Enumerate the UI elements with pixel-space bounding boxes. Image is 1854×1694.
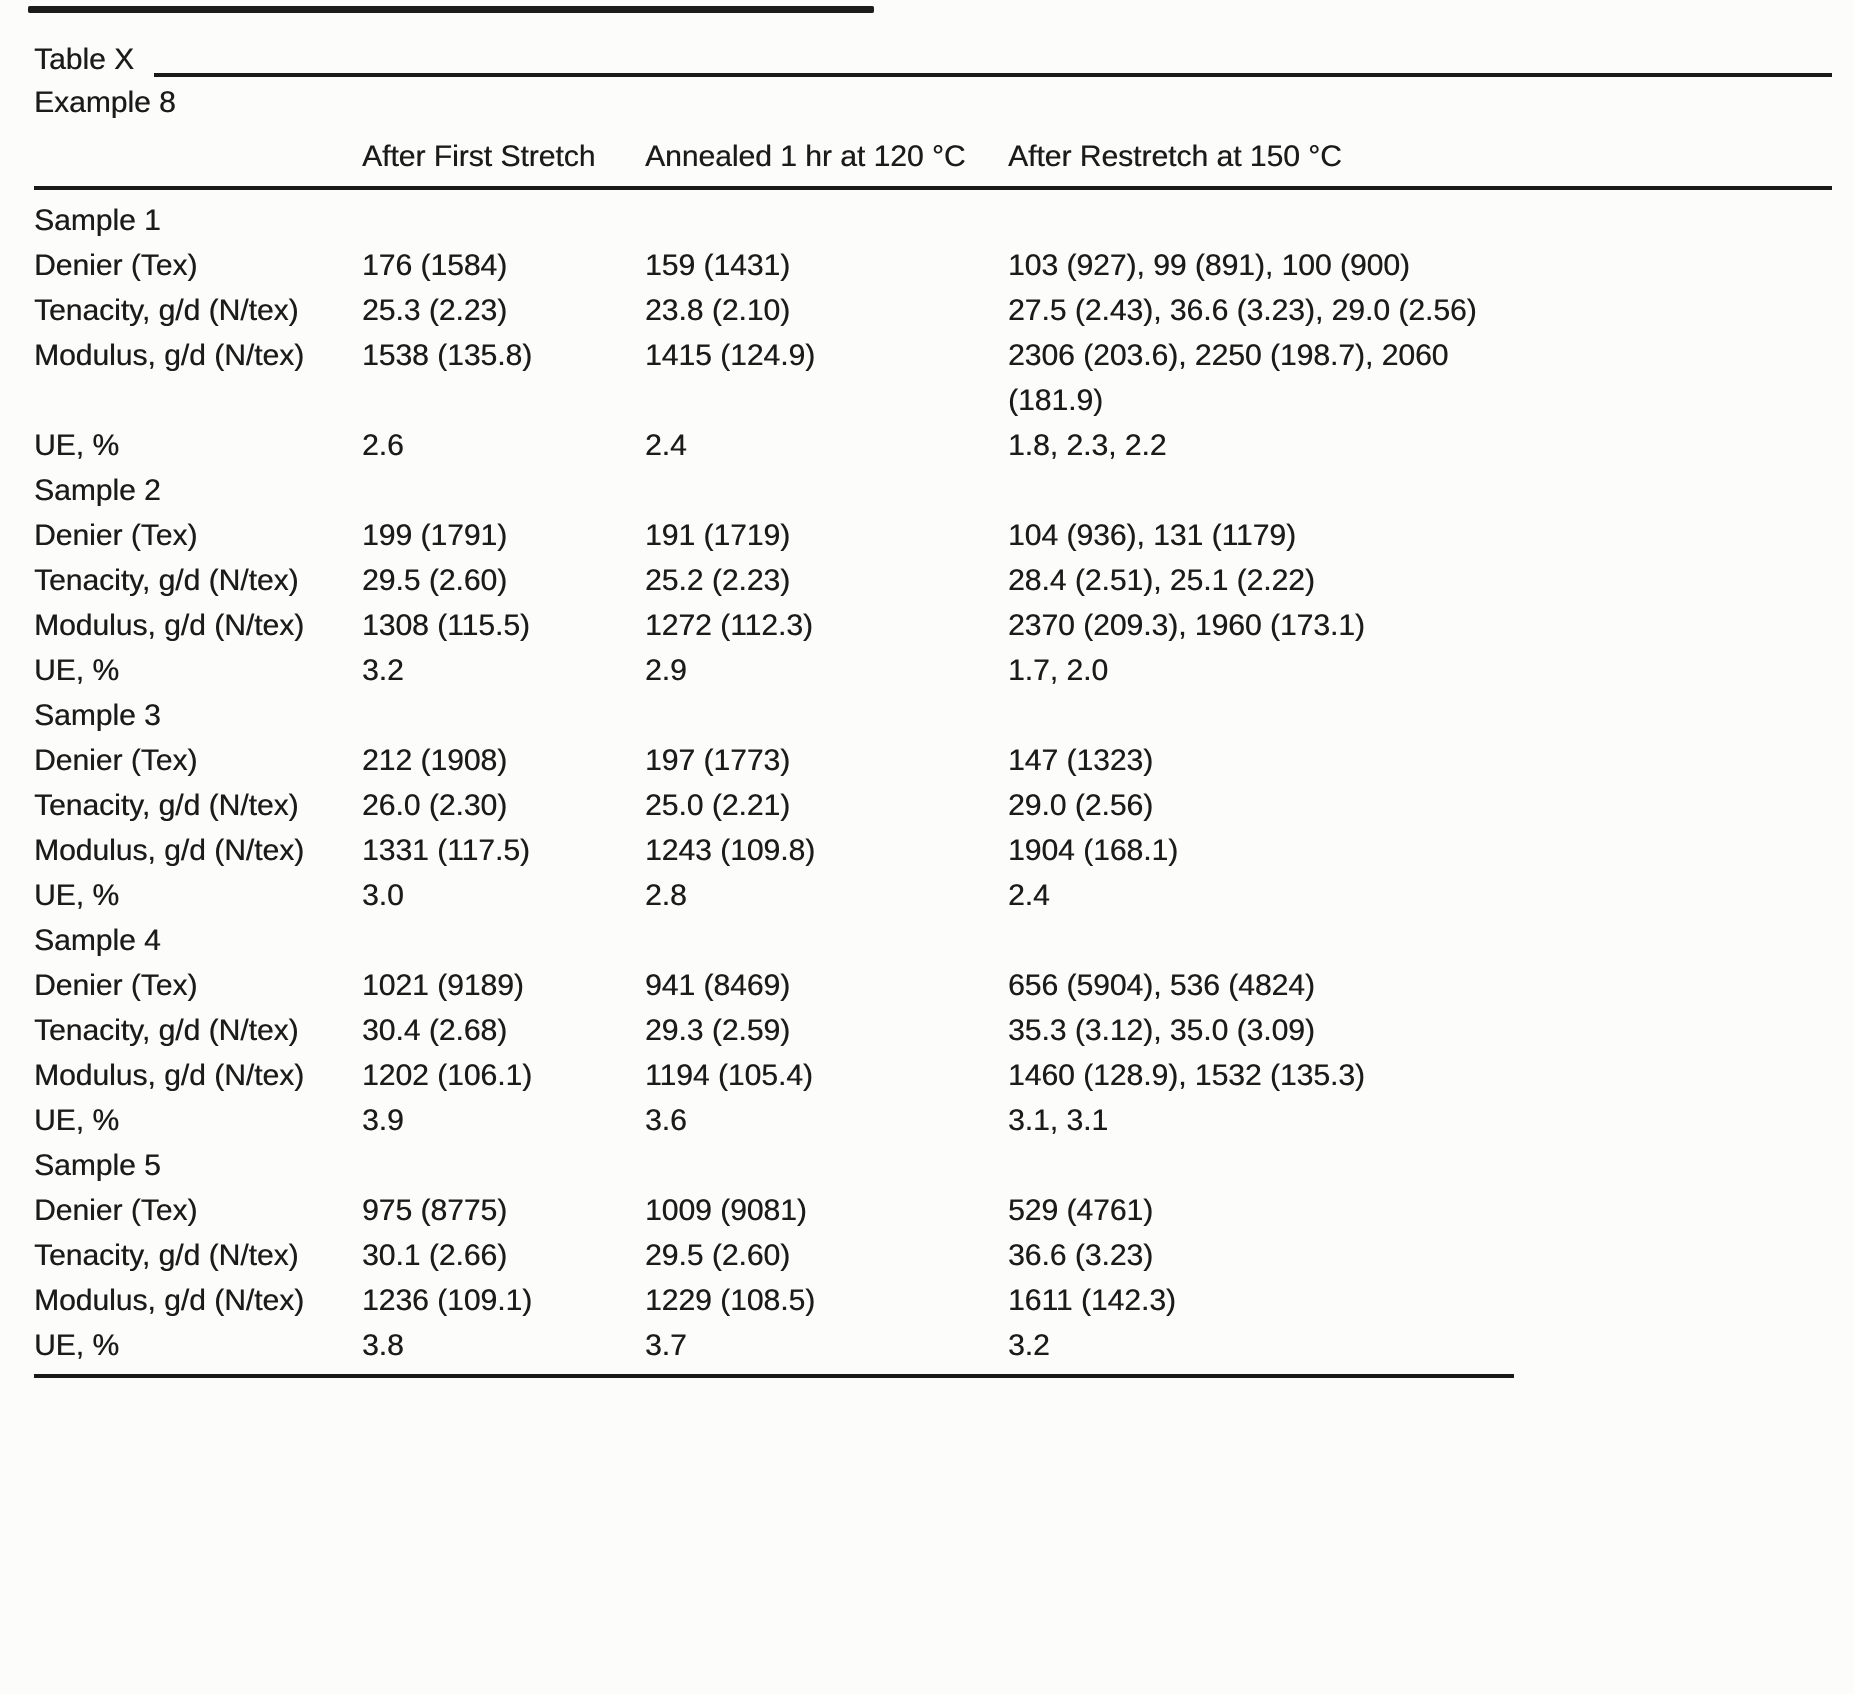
row-label: Denier (Tex) [34, 1194, 198, 1227]
row-label: Modulus, g/d (N/tex) [34, 1284, 305, 1317]
cell-value: 3.2 [1008, 1329, 1050, 1362]
table-body [34, 190, 1832, 1368]
table-row [34, 873, 1534, 918]
cell-value: 36.6 (3.23) [1008, 1239, 1154, 1272]
cell-value: 656 (5904), 536 (4824) [1008, 969, 1315, 1002]
sample-header-row [34, 918, 1534, 963]
table-row [34, 243, 1534, 288]
table-row [34, 288, 1534, 333]
cell-value: 1538 (135.8) [362, 339, 533, 372]
row-label: Tenacity, g/d (N/tex) [34, 1014, 299, 1047]
column-header-restretch: After Restretch at 150 °C [1008, 140, 1342, 173]
table-row [34, 1278, 1534, 1323]
cell-value: 29.3 (2.59) [645, 1014, 791, 1047]
cell-value: 1243 (109.8) [645, 834, 816, 867]
table-title: Table X [34, 43, 135, 76]
row-label: Modulus, g/d (N/tex) [34, 1059, 305, 1092]
sample-header-row [34, 1143, 1534, 1188]
table-row [34, 828, 1534, 873]
row-label: Modulus, g/d (N/tex) [34, 609, 305, 642]
row-label: Tenacity, g/d (N/tex) [34, 564, 299, 597]
sample-header-row [34, 468, 1534, 513]
table-row [34, 558, 1534, 603]
cell-value: 23.8 (2.10) [645, 294, 791, 327]
cell-value: 1021 (9189) [362, 969, 524, 1002]
cell-value: 3.0 [362, 879, 404, 912]
table-row [34, 648, 1534, 693]
row-label: Tenacity, g/d (N/tex) [34, 789, 299, 822]
sample-name: Sample 3 [34, 699, 161, 732]
table-row [34, 1008, 1534, 1053]
table-row [34, 1323, 1534, 1368]
cell-value: 529 (4761) [1008, 1194, 1154, 1227]
table-row [34, 1098, 1534, 1143]
row-label: UE, % [34, 429, 120, 462]
cell-value: 25.2 (2.23) [645, 564, 791, 597]
cell-value: 2370 (209.3), 1960 (173.1) [1008, 609, 1365, 642]
cell-value: 2.4 [1008, 879, 1050, 912]
cell-value: 1460 (128.9), 1532 (135.3) [1008, 1059, 1365, 1092]
table-row [34, 423, 1534, 468]
cell-value: 103 (927), 99 (891), 100 (900) [1008, 249, 1410, 282]
cell-value: 3.7 [645, 1329, 687, 1362]
cell-value: 29.5 (2.60) [645, 1239, 791, 1272]
row-label: Denier (Tex) [34, 744, 198, 777]
cell-value: 104 (936), 131 (1179) [1008, 519, 1296, 552]
column-header-first-stretch: After First Stretch [362, 140, 596, 173]
cell-value: 30.1 (2.66) [362, 1239, 508, 1272]
cell-value: 25.3 (2.23) [362, 294, 508, 327]
bottom-rule [34, 1374, 1514, 1378]
title-rule [154, 73, 1832, 77]
cell-value: 35.3 (3.12), 35.0 (3.09) [1008, 1014, 1315, 1047]
cell-value: 27.5 (2.43), 36.6 (3.23), 29.0 (2.56) [1008, 294, 1477, 327]
row-label: Tenacity, g/d (N/tex) [34, 294, 299, 327]
cell-value: 3.1, 3.1 [1008, 1104, 1109, 1137]
cell-value: 3.8 [362, 1329, 404, 1362]
cell-value: 1229 (108.5) [645, 1284, 816, 1317]
sample-header-row [34, 693, 1534, 738]
cell-value: 199 (1791) [362, 519, 508, 552]
column-header-annealed: Annealed 1 hr at 120 °C [645, 140, 966, 173]
row-label: Tenacity, g/d (N/tex) [34, 1239, 299, 1272]
table-row [34, 513, 1534, 558]
table-row [34, 738, 1534, 783]
row-label: UE, % [34, 1329, 120, 1362]
cell-value: 25.0 (2.21) [645, 789, 791, 822]
sample-name: Sample 1 [34, 204, 161, 237]
row-label: UE, % [34, 879, 120, 912]
cell-value: 3.6 [645, 1104, 687, 1137]
sample-header-row [34, 198, 1534, 243]
column-header-row [34, 126, 1534, 186]
sample-name: Sample 5 [34, 1149, 161, 1182]
cell-value: 1331 (117.5) [362, 834, 530, 867]
cell-value: 176 (1584) [362, 249, 508, 282]
cell-value: 26.0 (2.30) [362, 789, 508, 822]
cell-value: 1.7, 2.0 [1008, 654, 1109, 687]
cell-value: 197 (1773) [645, 744, 791, 777]
cell-value: 30.4 (2.68) [362, 1014, 508, 1047]
cell-value: 1236 (109.1) [362, 1284, 533, 1317]
cell-value: 1272 (112.3) [645, 609, 813, 642]
row-label: UE, % [34, 1104, 120, 1137]
cell-value: 1194 (105.4) [645, 1059, 813, 1092]
cell-value: 1308 (115.5) [362, 609, 530, 642]
table-row [34, 1233, 1534, 1278]
row-label: Denier (Tex) [34, 969, 198, 1002]
cell-value: 941 (8469) [645, 969, 791, 1002]
cell-value: 147 (1323) [1008, 744, 1154, 777]
table-row [34, 963, 1534, 1008]
cell-value: 2.6 [362, 429, 404, 462]
cell-value: 3.9 [362, 1104, 404, 1137]
row-label: Denier (Tex) [34, 249, 198, 282]
sample-name: Sample 2 [34, 474, 161, 507]
cell-value: 3.2 [362, 654, 404, 687]
cell-value: 159 (1431) [645, 249, 791, 282]
row-label: UE, % [34, 654, 120, 687]
cell-value: 1202 (106.1) [362, 1059, 533, 1092]
cell-value: 28.4 (2.51), 25.1 (2.22) [1008, 564, 1315, 597]
column-header-empty [34, 138, 362, 176]
cell-value: 2306 (203.6), 2250 (198.7), 2060 (181.9) [1008, 339, 1449, 417]
cell-value: 191 (1719) [645, 519, 791, 552]
row-label: Modulus, g/d (N/tex) [34, 339, 305, 372]
example-label: Example 8 [34, 86, 176, 119]
table-row [34, 1188, 1534, 1233]
cell-value: 2.8 [645, 879, 687, 912]
sample-name: Sample 4 [34, 924, 161, 957]
cell-value: 212 (1908) [362, 744, 508, 777]
cell-value: 1611 (142.3) [1008, 1284, 1176, 1317]
table-title-row [34, 40, 1832, 80]
cell-value: 1009 (9081) [645, 1194, 807, 1227]
table-row [34, 333, 1534, 423]
table-row [34, 603, 1534, 648]
row-label: Modulus, g/d (N/tex) [34, 834, 305, 867]
table-row [34, 783, 1534, 828]
row-label: Denier (Tex) [34, 519, 198, 552]
cell-value: 975 (8775) [362, 1194, 508, 1227]
cell-value: 2.4 [645, 429, 687, 462]
cell-value: 1904 (168.1) [1008, 834, 1179, 867]
cell-value: 29.5 (2.60) [362, 564, 508, 597]
table-row [34, 1053, 1534, 1098]
cell-value: 29.0 (2.56) [1008, 789, 1154, 822]
cell-value: 1415 (124.9) [645, 339, 816, 372]
cell-value: 1.8, 2.3, 2.2 [1008, 429, 1167, 462]
cell-value: 2.9 [645, 654, 687, 687]
